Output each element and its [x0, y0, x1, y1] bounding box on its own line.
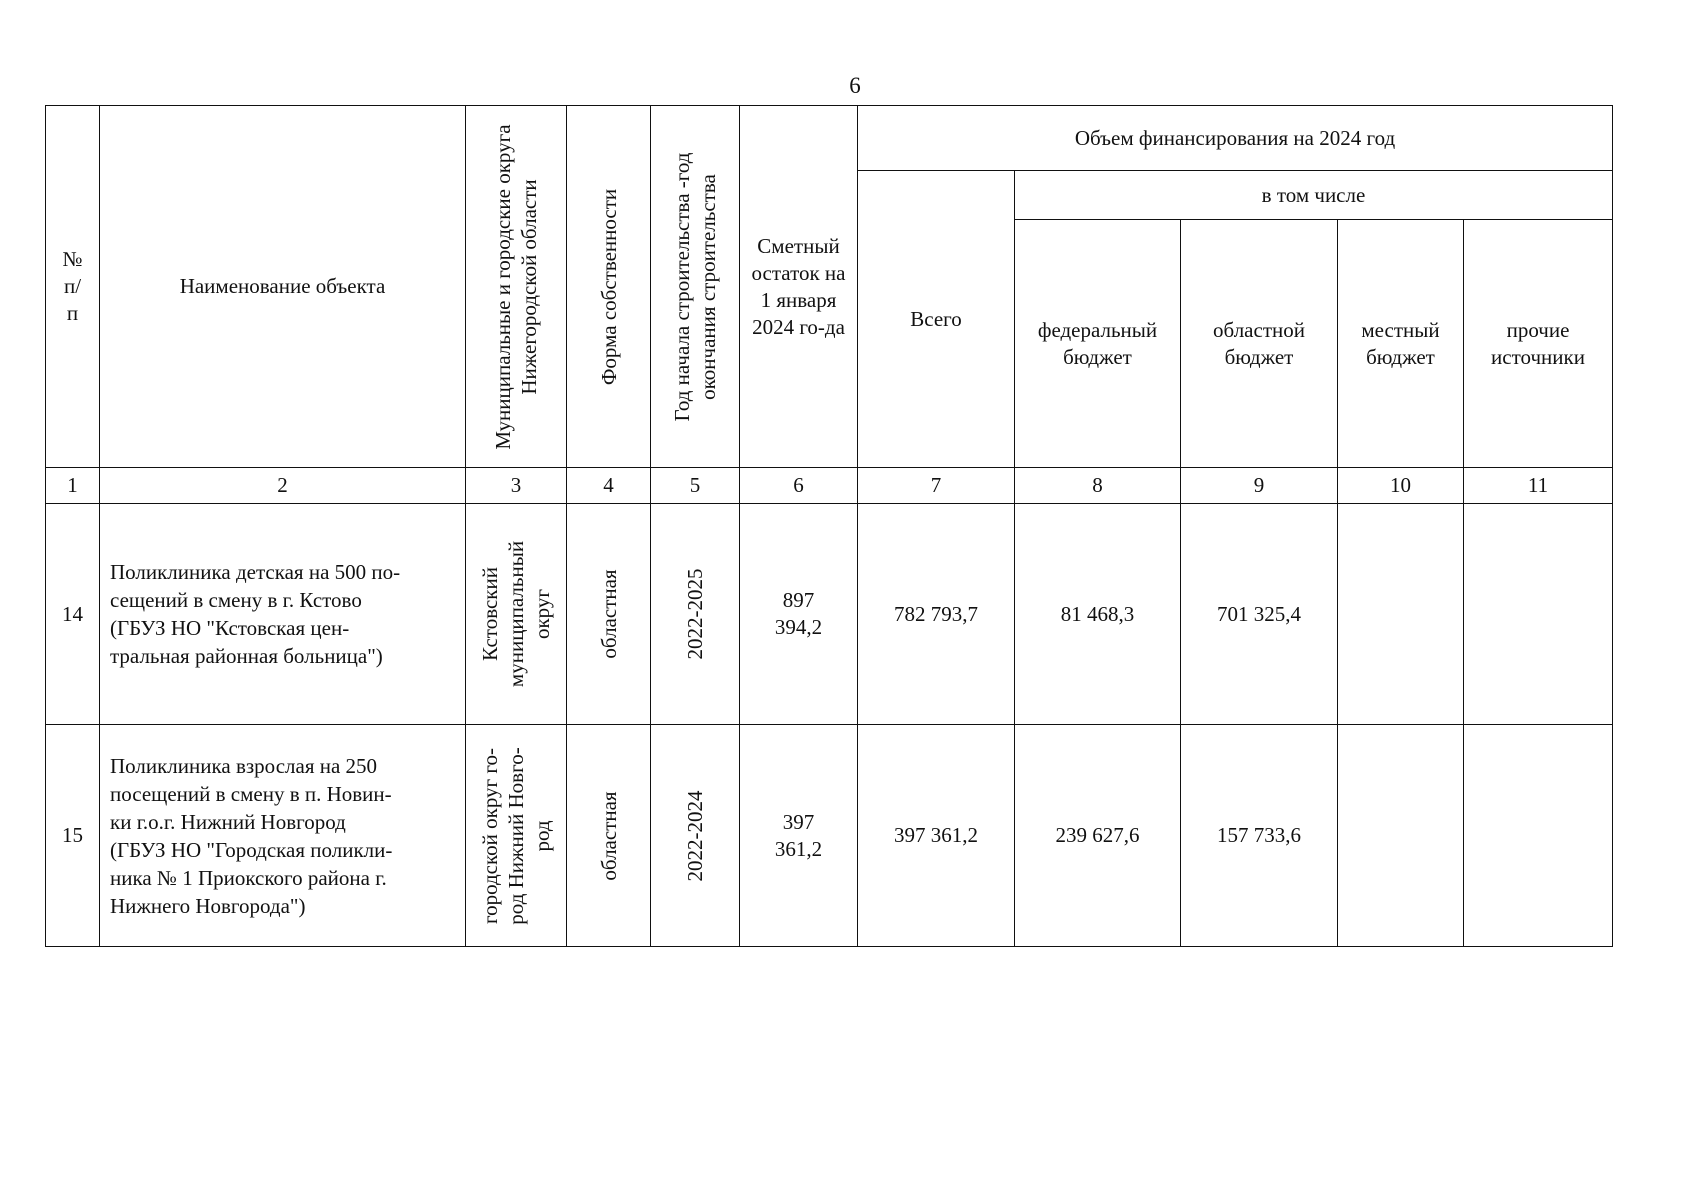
- ownership-cell: [567, 725, 651, 947]
- row-number: 15: [46, 725, 100, 947]
- table-row: [46, 504, 1613, 725]
- header-other: прочие источники: [1464, 220, 1613, 468]
- municipality-cell: [466, 725, 567, 947]
- header-including: в том числе: [1015, 171, 1613, 220]
- other-value: [1464, 725, 1613, 947]
- column-number: 11: [1464, 468, 1613, 504]
- column-number: 10: [1338, 468, 1464, 504]
- column-number-row: [46, 468, 1613, 504]
- header-estimate: Сметный остаток на 1 января 2024 го-да: [740, 106, 858, 468]
- column-number: 1: [46, 468, 100, 504]
- header-object-name: Наименование объекта: [100, 106, 466, 468]
- local-value: [1338, 504, 1464, 725]
- financing-table: [45, 105, 1613, 947]
- page-number: 6: [849, 73, 861, 98]
- header-years: [651, 106, 740, 468]
- row-number: 14: [46, 504, 100, 725]
- total-value: 782 793,7: [858, 504, 1015, 725]
- object-name: Поликлиника детская на 500 по- сещений в смену в г. Кстово (ГБУЗ НО "Кстовская цен- тральная районная больница"): [100, 504, 466, 725]
- ownership-cell: [567, 504, 651, 725]
- column-number: 8: [1015, 468, 1181, 504]
- column-number: 4: [567, 468, 651, 504]
- header-funding-group: Объем финансирования на 2024 год: [858, 106, 1613, 171]
- estimate-value: 897 394,2: [740, 504, 858, 725]
- column-number: 2: [100, 468, 466, 504]
- years-cell: [651, 504, 740, 725]
- ownership-text: областная: [596, 790, 621, 881]
- header-ownership: [567, 106, 651, 468]
- column-number: 7: [858, 468, 1015, 504]
- years-cell: [651, 725, 740, 947]
- header-row-number: № п/ п: [46, 106, 100, 468]
- federal-value: 239 627,6: [1015, 725, 1181, 947]
- regional-value: 701 325,4: [1181, 504, 1338, 725]
- header-municipality: [466, 106, 567, 468]
- header-total: Всего: [858, 171, 1015, 468]
- other-value: [1464, 504, 1613, 725]
- municipality-text: Кстовский муниципальный округ: [478, 540, 554, 688]
- header-years-text: Год начала строительства -год окончания строительства: [670, 152, 720, 421]
- estimate-value: 397 361,2: [740, 725, 858, 947]
- object-name: Поликлиника взрослая на 250 посещений в смену в п. Новин- ки г.о.г. Нижний Новгород (ГБУЗ НО "Городская поликли- ника № 1 Приокского района г. Нижнего Новгорода"): [100, 725, 466, 947]
- header-ownership-text: Форма собственности: [596, 188, 621, 385]
- header-local: местный бюджет: [1338, 220, 1464, 468]
- total-value: 397 361,2: [858, 725, 1015, 947]
- regional-value: 157 733,6: [1181, 725, 1338, 947]
- table-row: [46, 725, 1613, 947]
- ownership-text: областная: [596, 569, 621, 659]
- federal-value: 81 468,3: [1015, 504, 1181, 725]
- column-number: 9: [1181, 468, 1338, 504]
- municipality-cell: [466, 504, 567, 725]
- years-text: 2022-2025: [683, 568, 707, 660]
- local-value: [1338, 725, 1464, 947]
- municipality-text: городской округ го- род Нижний Новго- род: [478, 746, 554, 925]
- header-federal: федеральный бюджет: [1015, 220, 1181, 468]
- header-municipality-text: Муниципальные и городские округа Нижегородской области: [491, 123, 541, 450]
- years-text: 2022-2024: [683, 790, 707, 881]
- column-number: 6: [740, 468, 858, 504]
- column-number: 3: [466, 468, 567, 504]
- column-number: 5: [651, 468, 740, 504]
- header-regional: областной бюджет: [1181, 220, 1338, 468]
